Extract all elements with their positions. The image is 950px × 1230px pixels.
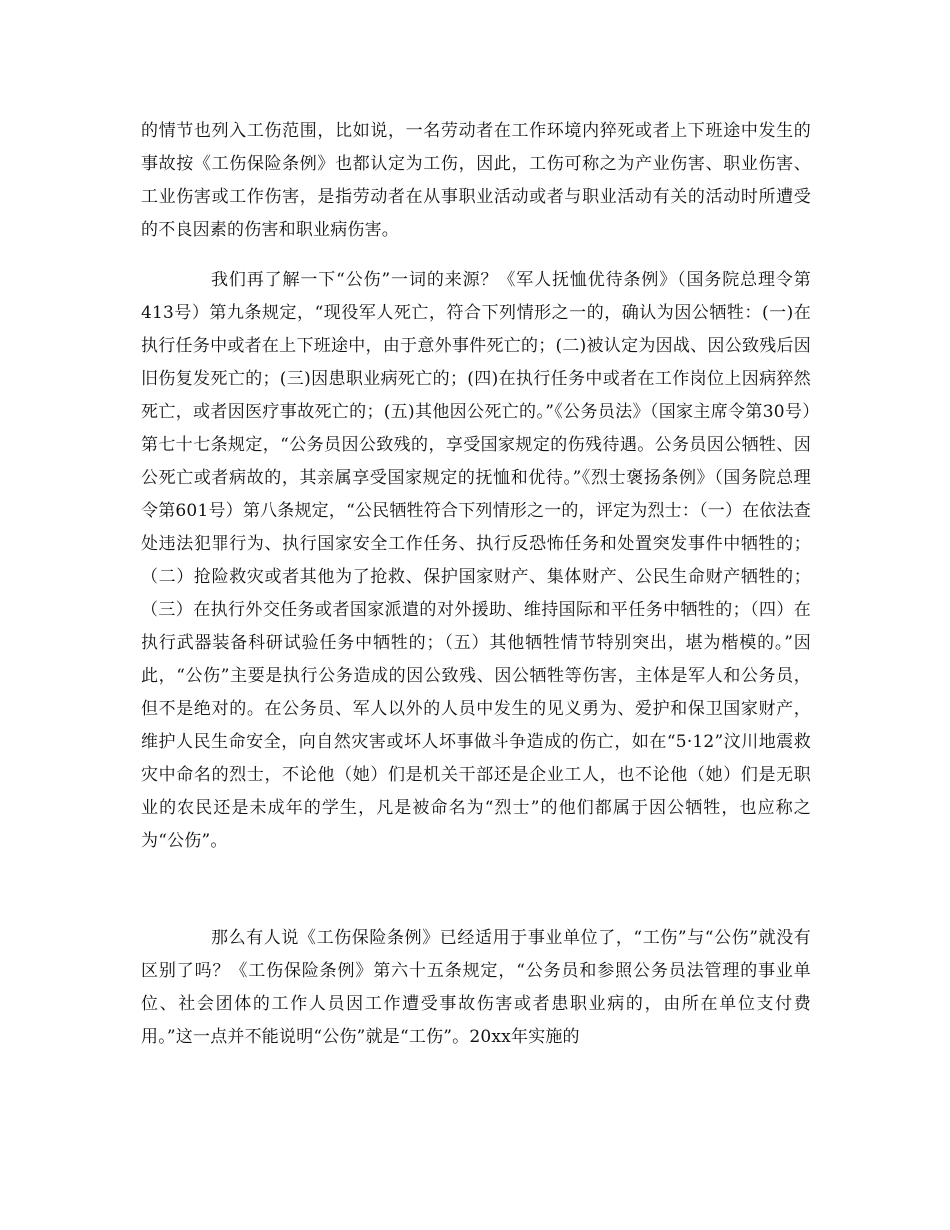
paragraph-3: 那么有人说《工伤保险条例》已经适用于事业单位了，“工伤”与“公伤”就没有区别了吗？《工伤保险条例》第六十五条规定，“公务员和参照公务员法管理的事业单位、社会团体的工作人员因工作遭受事故伤害或者患职业病的，由所在单位支付费用。”这一点并不能说明“公伤”就是“工伤”。20xx年实施的 xyxy=(141,928,811,1047)
paragraph-1: 的情节也列入工伤范围，比如说，一名劳动者在工作环境内猝死或者上下班途中发生的事故按《工伤保险条例》也都认定为工伤，因此，工伤可称之为产业伤害、职业伤害、工业伤害或工作伤害，是指劳动者在从事职业活动或者与职业活动有关的活动时所遭受的不良因素的伤害和职业病伤害。 xyxy=(141,121,811,240)
paragraph-2: 我们再了解一下“公伤”一词的来源？《军人抚恤优待条例》（国务院总理令第413号）第九条规定，“现役军人死亡，符合下列情形之一的，确认为因公牺牲：(一)在执行任务中或者在上下班途中，由于意外事件死亡的；(二)被认定为因战、因公致残后因旧伤复发死亡的；(三)因患职业病死亡的；(四)在执行任务中或者在工作岗位上因病猝然死亡，或者因医疗事故死亡的；(五)其他因公死亡的。”《公务员法》（国家主席令第30号）第七十七条规定，“公务员因公致残的，享受国家规定的伤残待遇。公务员因公牺牲、因公死亡或者病故的，其亲属享受国家规定的抚恤和优待。”《烈士褒扬条例》（国务院总理令第601号）第八条规定，“公民牺牲符合下列情形之一的，评定为烈士：（一）在依法查处违法犯罪行为、执行国家安全工作任务、执行反恐怖任务和处置突发事件中牺牲的；（二）抢险救灾或者其他为了抢救、保护国家财产、集体财产、公民生命财产牺牲的；（三）在执行外交任务或者国家派遣的对外援助、维持国际和平任务中牺牲的；（四）在执行武器装备科研试验任务中牺牲的；（五）其他牺牲情节特别突出，堪为楷模的。”因此，“公伤”主要是执行公务造成的因公致残、因公牺牲等伤害，主体是军人和公务员，但不是绝对的。在公务员、军人以外的人员中发生的见义勇为、爱护和保卫国家财产，维护人民生命安全，向自然灾害或坏人坏事做斗争造成的伤亡，如在“5·12”汶川地震救灾中命名的烈士，不论他（她）们是机关干部还是企业工人，也不论他（她）们是无职业的农民还是未成年的学生，凡是被命名为“烈士”的他们都属于因公牺牲，也应称之为“公伤”。 xyxy=(141,270,811,851)
